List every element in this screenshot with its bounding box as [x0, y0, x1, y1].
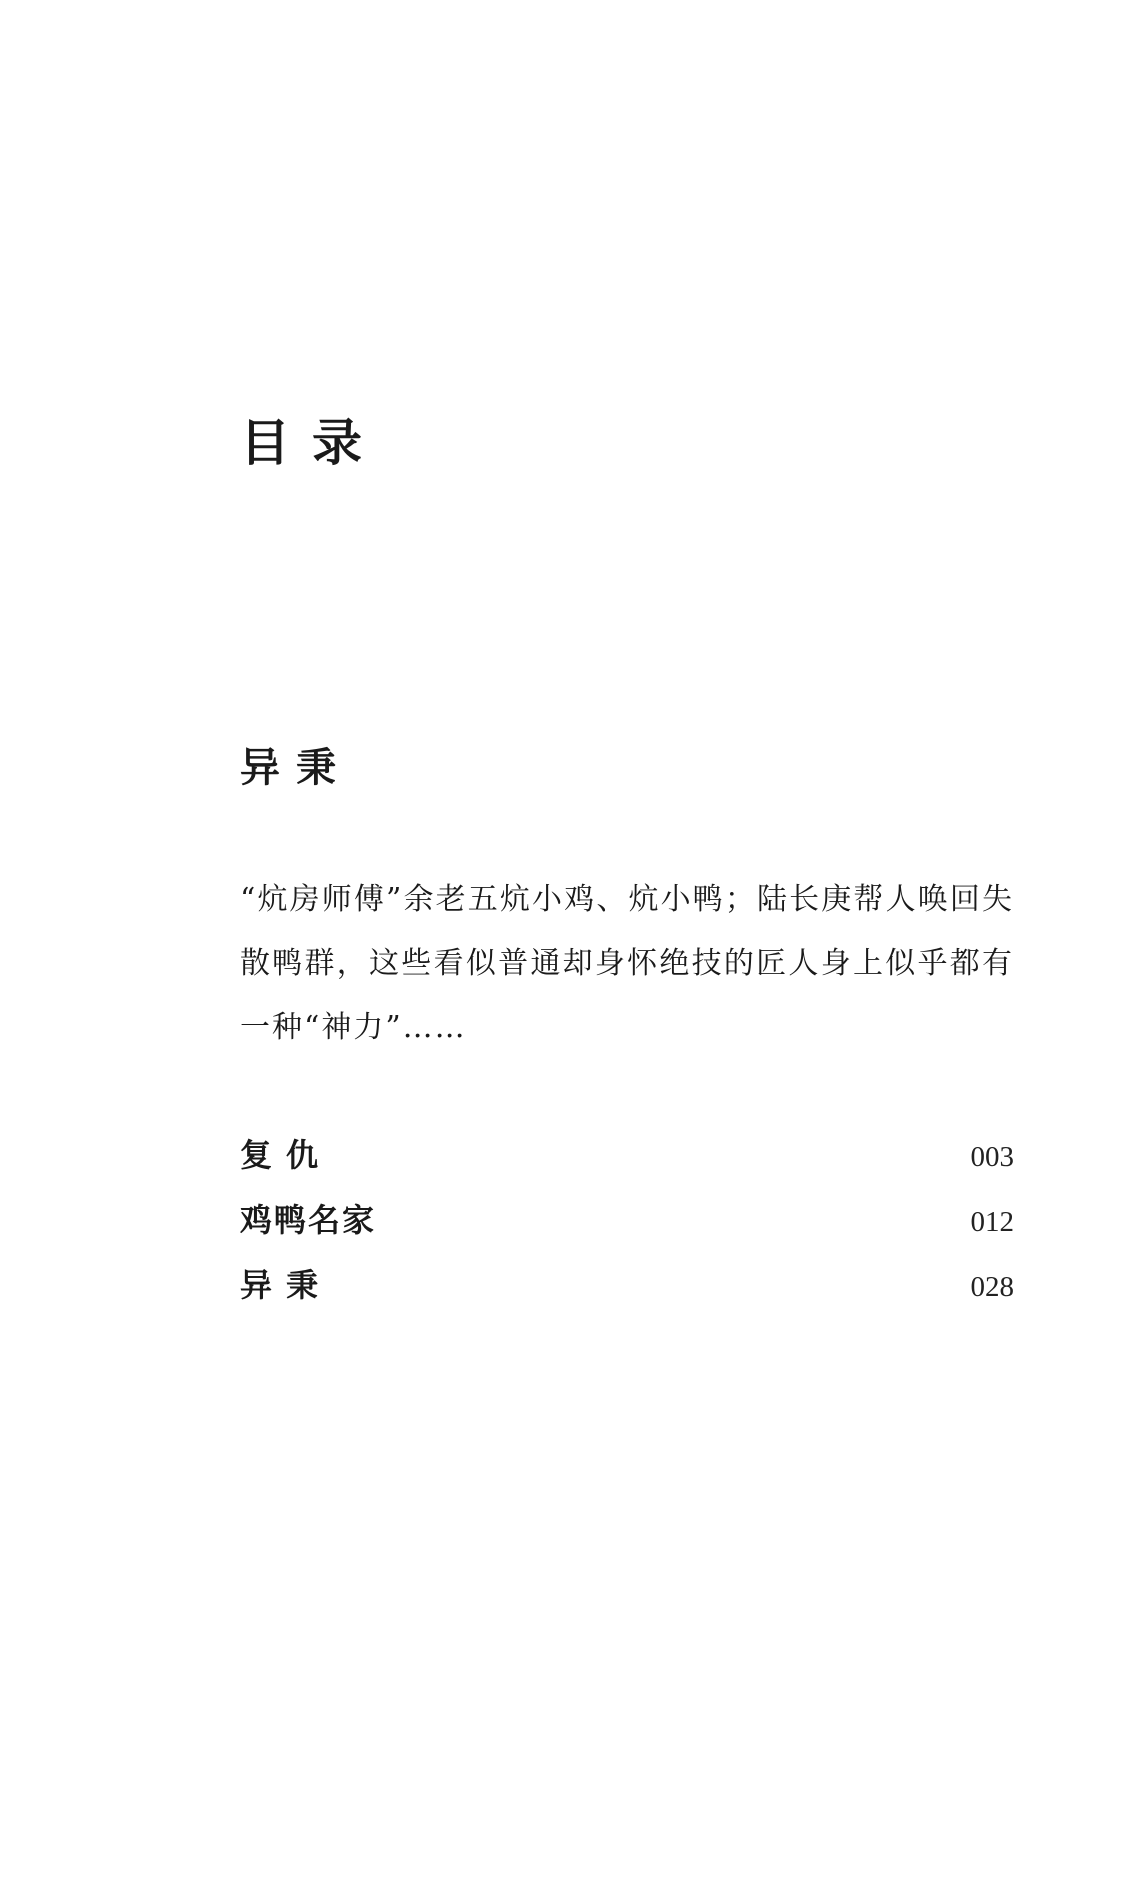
toc-list — [240, 1130, 1014, 1325]
toc-entry-yibing[interactable] — [240, 1260, 1014, 1325]
section-heading: 异秉 — [240, 745, 352, 791]
section-intro: “炕房师傅”余老五炕小鸡、炕小鸭；陆长庚帮人唤回失散鸭群，这些看似普通却身怀绝技的匠人身上似乎都有一种“神力”…… — [240, 882, 1014, 1045]
toc-entry-jiya-mingjia[interactable] — [240, 1195, 1014, 1260]
page-title: 目录 — [240, 414, 384, 472]
toc-entry-page-number: 003 — [970, 1141, 1014, 1173]
toc-entry-title[interactable]: 异秉 — [240, 1266, 333, 1304]
toc-entry-title[interactable]: 复仇 — [240, 1136, 333, 1174]
toc-entry-page-number: 028 — [970, 1271, 1014, 1303]
toc-entry-page-number: 012 — [970, 1206, 1014, 1238]
toc-entry-title[interactable]: 鸡鸭名家 — [240, 1201, 377, 1239]
toc-entry-fuchou[interactable] — [240, 1130, 1014, 1195]
